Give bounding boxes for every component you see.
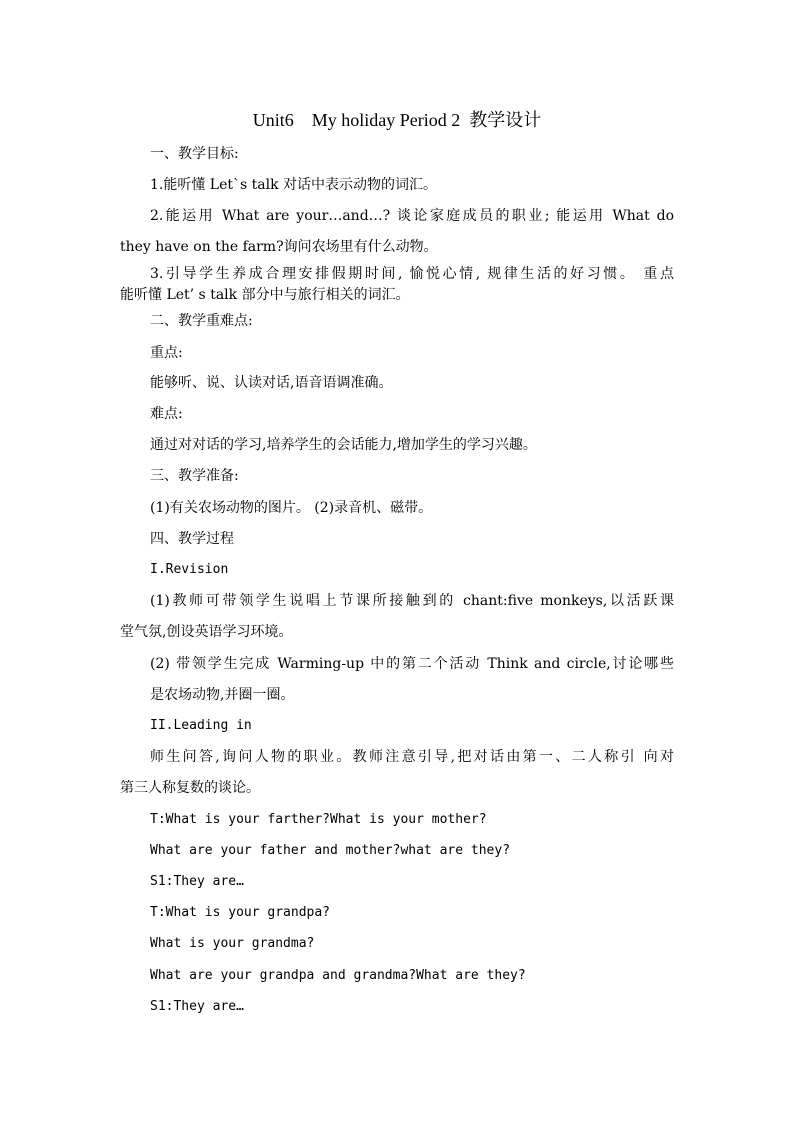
paragraph-line: 第三人称复数的谈论。 xyxy=(120,780,260,796)
dialogue-line: T:What is your farther?What is your mother? xyxy=(150,812,487,827)
paragraph-line: (1)教师可带领学生说唱上节课所接触到的 chant:five monkeys,以活跃课 xyxy=(150,593,674,609)
dialogue-line: S1:They are… xyxy=(150,874,244,889)
document-title: Unit6 My holiday Period 2 教学设计 xyxy=(252,110,542,130)
dialogue-line: S1:They are… xyxy=(150,999,244,1014)
subheading-difficulty: 难点: xyxy=(150,406,183,422)
dialogue-line: What are your grandpa and grandma?What are they? xyxy=(150,968,526,983)
paragraph-line: 是农场动物,并圈一圈。 xyxy=(150,687,295,703)
section-heading-key-points: 二、教学重难点: xyxy=(150,313,253,329)
paragraph-line: 能够听、说、认读对话,语音语调准确。 xyxy=(150,375,393,391)
dialogue-line: What are your father and mother?what are they? xyxy=(150,843,511,858)
paragraph-line: 1.能听懂 Let`s talk 对话中表示动物的词汇。 xyxy=(150,177,438,193)
paragraph-line: they have on the farm?询问农场里有什么动物。 xyxy=(120,239,438,255)
paragraph-line: 2.能运用 What are your…and…? 谈论家庭成员的职业; 能运用 What do xyxy=(150,208,674,224)
paragraph-line: 3.引导学生养成合理安排假期时间, 愉悦心情, 规律生活的好习惯。 重点 xyxy=(150,266,674,282)
subheading-revision: I.Revision xyxy=(150,562,229,577)
paragraph-line: 堂气氛,创设英语学习环境。 xyxy=(120,624,293,640)
paragraph-line: (2) 带领学生完成 Warming-up 中的第二个活动 Think and circle,讨论哪些 xyxy=(150,656,674,672)
subheading-leading-in: II.Leading in xyxy=(150,718,252,733)
subheading-focus: 重点: xyxy=(150,345,183,361)
paragraph-line: 通过对对话的学习,培养学生的会话能力,增加学生的学习兴趣。 xyxy=(150,437,537,453)
paragraph-line: 师生问答,询问人物的职业。教师注意引导,把对话由第一、二人称引 向对 xyxy=(150,749,674,765)
section-heading-preparation: 三、教学准备: xyxy=(150,468,239,484)
paragraph-line: (1)有关农场动物的图片。 (2)录音机、磁带。 xyxy=(150,500,433,516)
dialogue-line: T:What is your grandpa? xyxy=(150,905,331,920)
section-heading-objectives: 一、教学目标: xyxy=(150,146,239,162)
paragraph-line: 能听懂 Let’ s talk 部分中与旅行相关的词汇。 xyxy=(120,287,410,303)
section-heading-process: 四、教学过程 xyxy=(150,531,234,547)
dialogue-line: What is your grandma? xyxy=(150,936,315,951)
